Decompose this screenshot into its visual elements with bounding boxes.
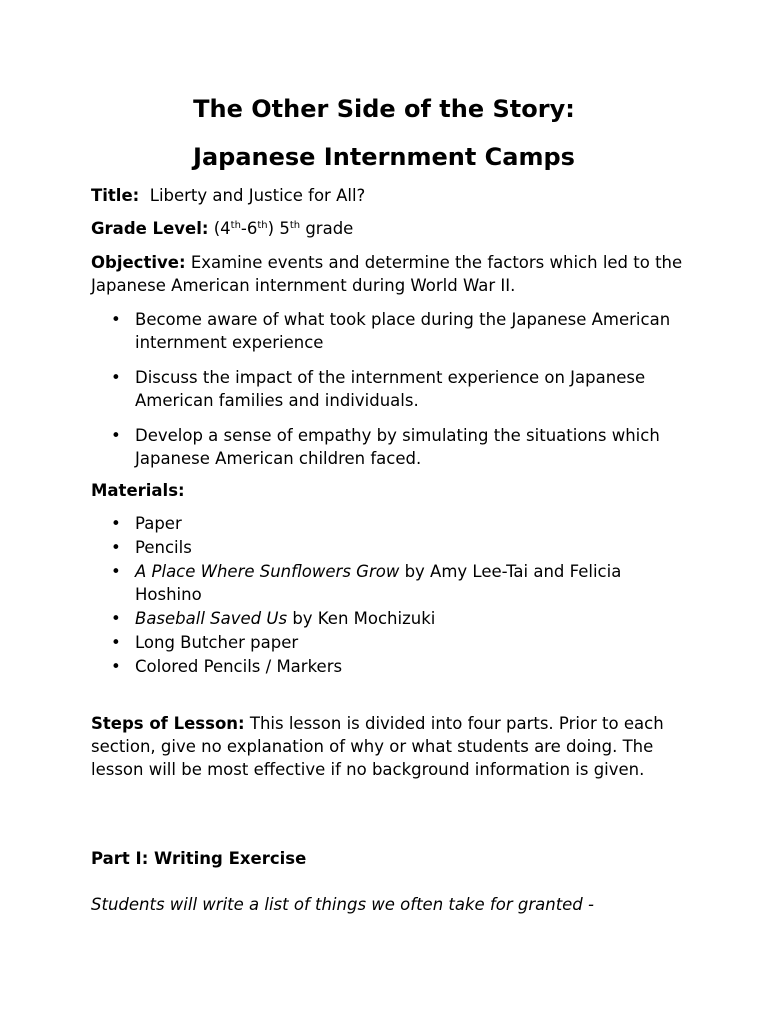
bullet-icon: • [111,657,121,676]
list-item: • Long Butcher paper [111,633,299,652]
bullet-icon: • [111,609,121,628]
document-title-line-2: Japanese Internment Camps [193,143,575,171]
title-label: Title: [91,186,140,205]
title-row [91,184,691,207]
document-title-line-1: The Other Side of the Story: [193,95,575,123]
book-title: Baseball Saved Us [135,609,288,628]
list-item: • Paper [111,514,182,533]
bullet-icon: • [111,368,121,387]
grade-level-value: (4th-6th) 5th grade [213,219,354,238]
steps-of-lesson-paragraph [91,712,671,781]
objective-label: Objective: [91,253,186,272]
bullet-icon: • [111,633,121,652]
objective-text: Examine events and determine the factors which led to the Japanese American internment during World War II. [91,253,683,295]
bullet-icon: • [111,310,121,329]
materials-heading: Materials: [91,481,185,500]
list-item: • A Place Where Sunflowers Grow by Amy Lee-Tai and Felicia Hoshino [111,562,622,604]
bullet-icon: • [111,514,121,533]
list-item: • Discuss the impact of the internment experience on Japanese American families and individuals. [111,368,646,410]
part-one-heading: Part I: Writing Exercise [91,849,307,868]
objective-bullet-list [91,308,681,482]
book-title: A Place Where Sunflowers Grow [135,562,400,581]
bullet-icon: • [111,538,121,557]
list-item: • Develop a sense of empathy by simulating the situations which Japanese American children faced. [111,426,660,468]
part-one-text: Students will write a list of things we often take for granted - [91,895,594,914]
materials-list [91,512,691,679]
list-item: • Colored Pencils / Markers [111,657,343,676]
grade-level-row [91,217,691,240]
bullet-icon: • [111,562,121,581]
list-item: • Baseball Saved Us by Ken Mochizuki [111,609,436,628]
list-item: • Pencils [111,538,192,557]
objective-paragraph [91,251,691,297]
steps-label: Steps of Lesson: [91,714,245,733]
bullet-icon: • [111,426,121,445]
list-item: • Become aware of what took place during the Japanese American internment experience [111,310,671,352]
grade-level-label: Grade Level: [91,219,209,238]
steps-text: This lesson is divided into four parts. Prior to each section, give no explanation of why or what students are doing. The lesson will be most effective if no background information is given. [91,714,664,779]
title-value: Liberty and Justice for All? [149,186,366,205]
